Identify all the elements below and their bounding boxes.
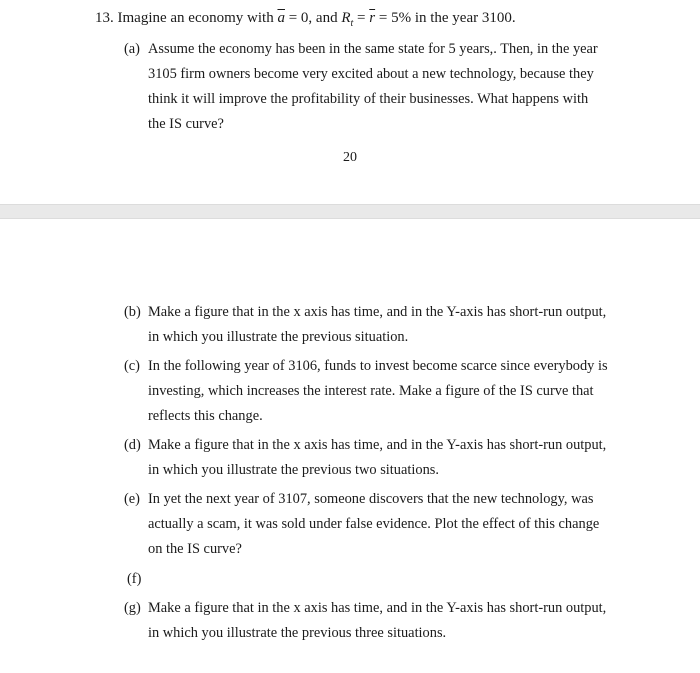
part-line: Make a figure that in the x axis has time, and in the Y-axis has short-run output, [148,304,607,320]
part-line: the IS curve? [148,116,224,132]
part-line: on the IS curve? [148,541,242,557]
part-line: 3105 firm owners become very excited about a new technology, because they [148,66,594,82]
part-line: Assume the economy has been in the same state for 5 years,. Then, in the year [148,41,598,57]
question-eq3: = 5% in the year 3100. [378,10,516,26]
part-line: in which you illustrate the previous three situations. [148,625,447,641]
part-line: In yet the next year of 3107, someone discovers that the new technology, was [148,491,594,507]
question-header [95,9,516,33]
part-label: (f) [127,571,142,587]
question-number: 13. [95,10,114,26]
r-bar-symbol: $\overline{r}$ [369,10,376,26]
part-line: reflects this change. [148,408,263,424]
question-eq1: = 0, and [288,10,338,26]
question-text-before: Imagine an economy with [117,10,274,26]
part-line: Make a figure that in the x axis has time, and in the Y-axis has short-run output, [148,600,607,616]
part-line: in which you illustrate the previous situation. [148,329,409,345]
part-line: investing, which increases the interest rate. Make a figure of the IS curve that [148,383,594,399]
part-line: Make a figure that in the x axis has time, and in the Y-axis has short-run output, [148,437,607,453]
part-line: In the following year of 3106, funds to invest become scarce since everybody is [148,358,608,374]
part-line: actually a scam, it was sold under false evidence. Plot the effect of this change [148,516,600,532]
r-symbol: R [341,10,351,26]
page-top [0,0,700,205]
part-label: (d) [124,437,141,453]
part-label: (c) [124,358,140,374]
question-eq2: = [357,10,366,26]
part-label: (e) [124,491,140,507]
part-label: (a) [124,41,140,57]
r-subscript: t [350,18,354,29]
page-number: 20 [343,150,357,165]
part-line: in which you illustrate the previous two situations. [148,462,439,478]
a-bar-symbol: $\overline{a}$ [277,10,285,26]
part-label: (g) [124,600,141,616]
part-line: think it will improve the profitability of their businesses. What happens with [148,91,589,107]
page-bottom [0,218,700,673]
part-label: (b) [124,304,141,320]
